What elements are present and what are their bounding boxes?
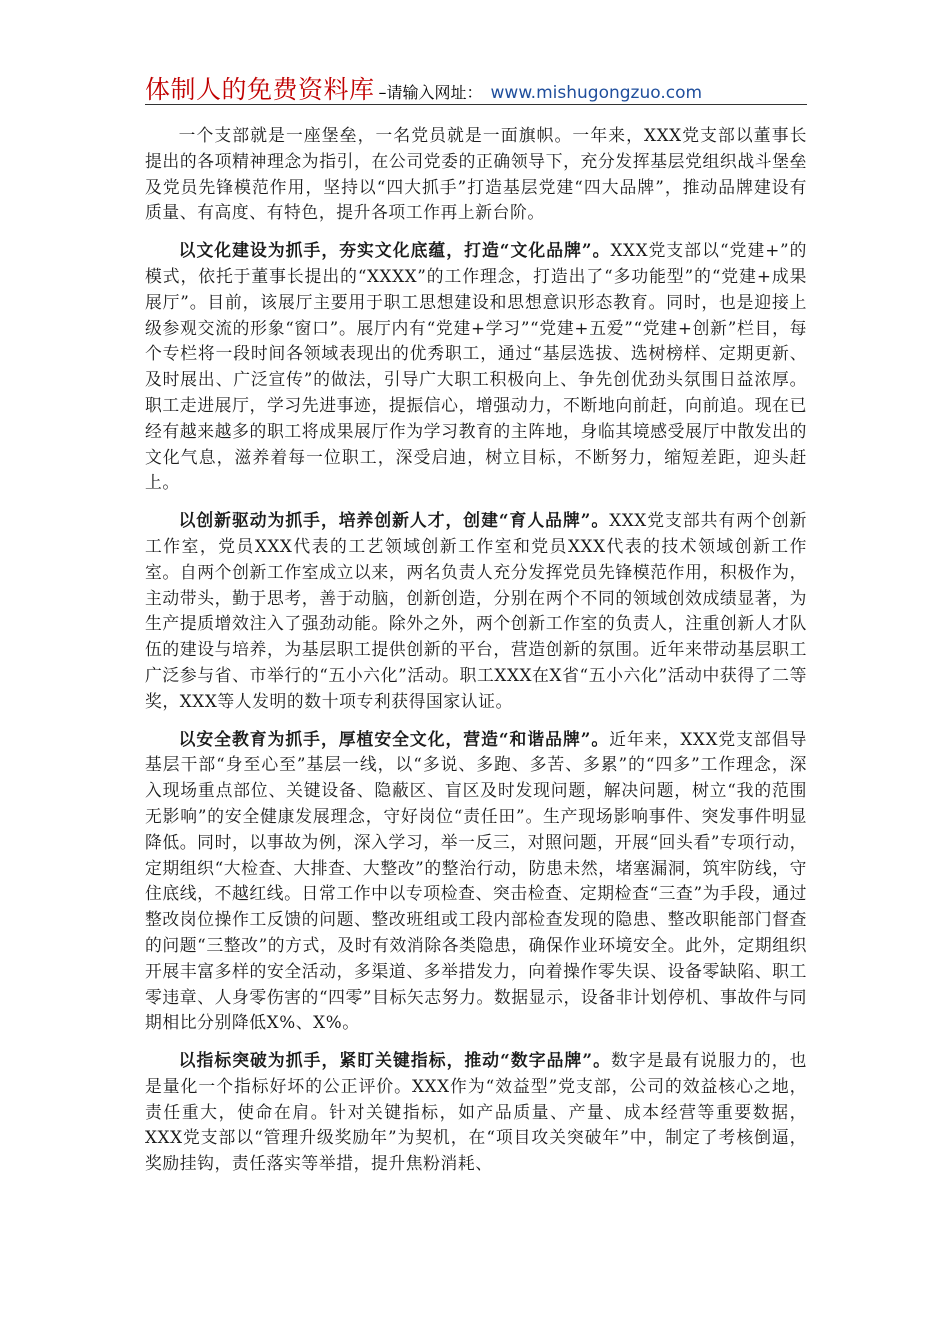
paragraph-digital-brand bbox=[145, 1048, 807, 1177]
paragraph-text: XXX党支部以“党建+”的模式，依托于董事长提出的“XXXX”的工作理念，打造出了“多功能型”的“党建+成果展厅”。目前，该展厅主要用于职工思想建设和思想意识形态教育。同时，也是迎接上级参观交流的形象“窗口”。展厅内有“党建+学习”“党建+五爱”“党建+创新”栏目，每个专栏将一段时间各领域表现出的优秀职工，通过“基层选拔、选树榜样、定期更新、及时展出、广泛宣传”的做法，引导广大职工积极向上、争先创优劲头氛围日益浓厚。职工走进展厅，学习先进事迹，提振信心，增强动力，不断地向前赶，向前追。现在已经有越来越多的职工将成果展厅作为学习教育的主阵地，身临其境感受展厅中散发出的文化气息，滋养着每一位职工，深受启迪，树立目标，不断努力，缩短差距，迎头赶上。 bbox=[145, 240, 807, 493]
paragraph-text: 近年来，XXX党支部倡导基层干部“身至心至”基层一线，以“多说、多跑、多苦、多累”的“四多”工作理念，深入现场重点部位、关键设备、隐蔽区、盲区及时发现问题，解决问题，树立“我的范围无影响”的安全健康发展理念，守好岗位“责任田”。生产现场影响事件、突发事件明显降低。同时，以事故为例，深入学习，举一反三，对照问题，开展“回头看”专项行动，定期组织“大检查、大排查、大整改”的整治行动，防患未然，堵塞漏洞，筑牢防线，守住底线，不越红线。日常工作中以专项检查、突击检查、定期检查“三查”为手段，通过整改岗位操作工反馈的问题、整改班组或工段内部检查发现的隐患、整改职能部门督查的问题“三整改”的方式，及时有效消除各类隐患，确保作业环境安全。此外，定期组织开展丰富多样的安全活动，多渠道、多举措发力，向着操作零失误、设备零缺陷、职工零违章、人身零伤害的“四零”目标矢志努力。数据显示，设备非计划停机、事故件与同期相比分别降低X%、X%。 bbox=[145, 728, 807, 1033]
header-brand: 体制人的免费资料库 bbox=[145, 75, 375, 104]
paragraph-text: 数字是最有说服力的，也是量化一个指标好坏的公正评价。XXX作为“效益型”党支部，公司的效益核心之地，责任重大，使命在肩。针对关键指标，如产品质量、产量、成本经营等重要数据，XXX党支部以“管理升级奖励年”为契机，在“项目攻关突破年”中，制定了考核倒逼，奖励挂钩，责任落实等举措，提升焦粉消耗、 bbox=[145, 1050, 807, 1174]
paragraph-talent-brand bbox=[145, 508, 807, 714]
paragraph-lead: 以文化建设为抓手，夯实文化底蕴，打造“文化品牌”。 bbox=[178, 240, 611, 261]
page-header bbox=[145, 70, 805, 106]
paragraph-lead: 以指标突破为抓手，紧盯关键指标，推动“数字品牌”。 bbox=[178, 1050, 611, 1071]
paragraph-intro bbox=[145, 123, 807, 226]
paragraph-text: 一个支部就是一座堡垒，一名党员就是一面旗帜。一年来，XXX党支部以董事长提出的各项精神理念为指引，在公司党委的正确领导下，充分发挥基层党组织战斗堡垒及党员先锋模范作用，坚持以“四大抓手”打造基层党建“四大品牌”，推动品牌建设有质量、有高度、有特色，提升各项工作再上新台阶。 bbox=[145, 125, 807, 223]
paragraph-lead: 以安全教育为抓手，厚植安全文化，营造“和谐品牌”。 bbox=[178, 728, 610, 749]
header-divider bbox=[145, 104, 807, 105]
header-prompt: –请输入网址： bbox=[378, 83, 483, 102]
paragraph-lead: 以创新驱动为抓手，培养创新人才，创建“育人品牌”。 bbox=[178, 510, 610, 531]
paragraph-harmony-brand bbox=[145, 727, 807, 1037]
header-url-link[interactable]: www.mishugongzuo.com bbox=[490, 83, 703, 103]
paragraph-text: XXX党支部共有两个创新工作室，党员XXX代表的工艺领域创新工作室和党员XXX代表的技术领域创新工作室。自两个创新工作室成立以来，两名负责人充分发挥党员先锋模范作用，积极作为，主动带头，勤于思考，善于动脑，创新创造，分别在两个不同的领域创效成绩显著，为生产提质增效注入了强劲动能。除外之外，两个创新工作室的负责人，注重创新人才队伍的建设与培养，为基层职工提供创新的平台，营造创新的氛围。近年来带动基层职工广泛参与省、市举行的“五小六化”活动。职工XXX在X省“五小六化”活动中获得了二等奖，XXX等人发明的数十项专利获得国家认证。 bbox=[145, 510, 807, 711]
paragraph-culture-brand bbox=[145, 238, 807, 496]
document-body bbox=[145, 123, 807, 1189]
